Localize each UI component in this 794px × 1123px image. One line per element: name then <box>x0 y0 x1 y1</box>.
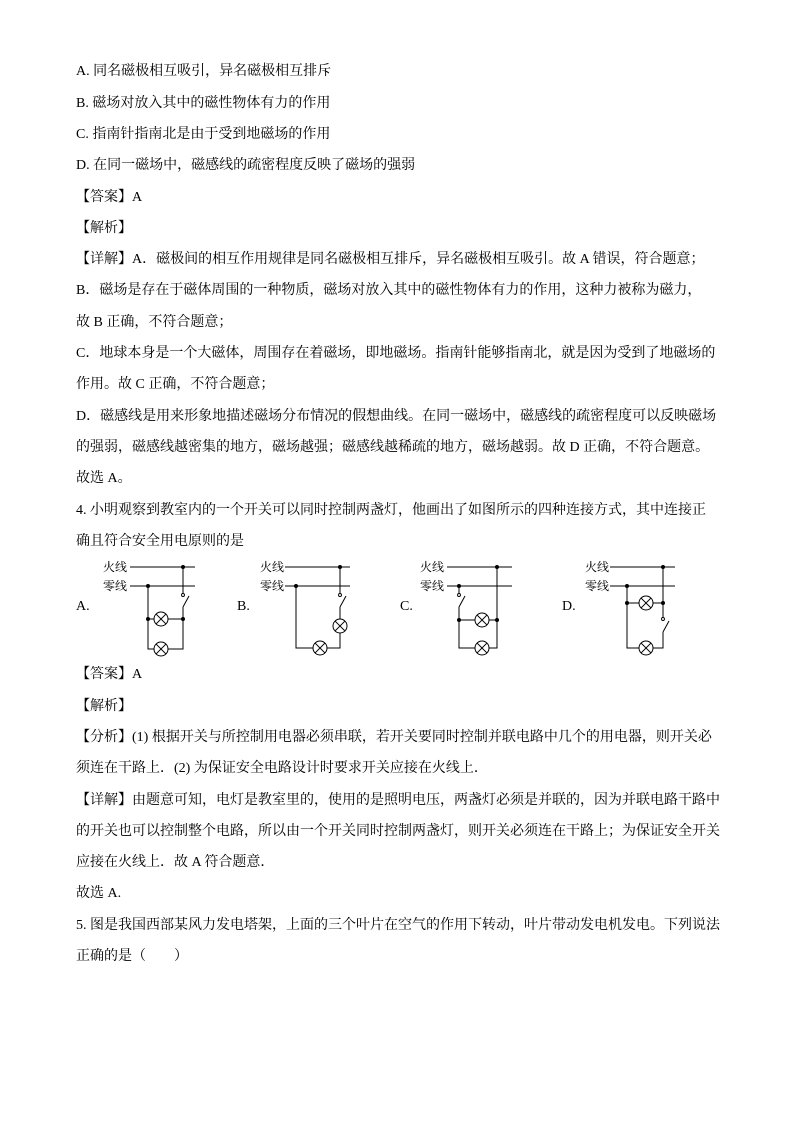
analysis-heading: 【解析】 <box>76 698 132 714</box>
junction-dot <box>495 565 499 569</box>
analysis-line: 须连在干路上．(2) 为保证安全电路设计时要求开关应接在火线上． <box>76 761 488 777</box>
analysis-line: 【分析】(1) 根据开关与所控制用电器必须串联，若开关要同时控制并联电路中几个的用电器，则开关必 <box>76 729 712 745</box>
circuit-wires <box>296 567 340 648</box>
explanation-line: 作用。故 C 正确，不符合题意； <box>76 377 275 393</box>
neutral-wire-label: 零线 <box>103 579 128 593</box>
detail-line: 的开关也可以控制整个电路，所以由一个开关同时控制两盏灯，则开关必须连在干路上；为保证安全开关 <box>76 823 720 839</box>
explanation-line: D．磁感线是用来形象地描述磁场分布情况的假想曲线。在同一磁场中，磁感线的疏密程度可以反映磁场 <box>76 408 717 424</box>
option-a: A. 同名磁极相互吸引，异名磁极相互排斥 <box>76 64 332 80</box>
explanation-line: B．磁场是存在于磁体周围的一种物质，磁场对放入其中的磁性物体有力的作用，这种力被称为磁力， <box>76 283 702 299</box>
neutral-wire-label: 零线 <box>420 579 445 593</box>
question-3-block <box>76 56 736 557</box>
junction-dot <box>181 617 185 621</box>
circuit-wires <box>459 567 497 648</box>
option-d: D. 在同一磁场中，磁感线的疏密程度反映了磁场的强弱 <box>76 158 416 174</box>
junction-dot <box>457 584 461 588</box>
neutral-wire-label: 零线 <box>585 579 610 593</box>
live-wire-label: 火线 <box>260 560 285 574</box>
junction-dot <box>338 565 342 569</box>
junction-dot <box>146 584 150 588</box>
question-4-stem: 4. 小明观察到教室内的一个开关可以同时控制两盏灯，他画出了如图所示的四种连接方式，其中连接正 <box>76 502 706 518</box>
question-5-stem: 正确的是（ ） <box>76 949 188 965</box>
junction-dot <box>181 565 185 569</box>
question-4-stem: 确且符合安全用电原则的是 <box>76 533 244 549</box>
junction-dot <box>661 601 665 605</box>
option-c: C. 指南针指南北是由于受到地磁场的作用 <box>76 126 331 142</box>
explanation-line: 的强弱，磁感线越密集的地方，磁场越强；磁感线越稀疏的地方，磁场越弱。故 D 正确，不符合题意。 <box>76 439 710 455</box>
circuit-diagram-b <box>260 559 350 655</box>
lamp-icon <box>475 641 489 655</box>
analysis-heading: 【解析】 <box>76 220 132 236</box>
circuit-diagram-c <box>420 559 512 655</box>
lamp-icon <box>313 641 327 655</box>
neutral-wire-label: 零线 <box>260 579 285 593</box>
junction-dot <box>457 618 461 622</box>
conclusion-line: 故选 A。 <box>76 471 132 487</box>
question-5-stem: 5. 图是我国西部某风力发电塔架，上面的三个叶片在空气的作用下转动，叶片带动发电机发电。下列说法 <box>76 917 720 933</box>
switch-icon <box>458 594 466 608</box>
diagram-option-d-label: D. <box>562 599 576 614</box>
switch-icon <box>182 594 190 608</box>
circuit-diagram-a <box>103 559 195 656</box>
circuit-diagram-d <box>585 559 675 655</box>
diagram-option-b-label: B. <box>237 599 250 614</box>
question-4-solution-block <box>76 659 736 972</box>
diagram-option-c-label: C. <box>400 599 413 614</box>
lamp-icon <box>333 619 347 633</box>
explanation-line: C．地球本身是一个大磁体，周围存在着磁场，即地磁场。指南针能够指南北，就是因为受到了地磁场的 <box>76 346 716 362</box>
option-b: B. 磁场对放入其中的磁性物体有力的作用 <box>76 95 331 111</box>
junction-dot <box>146 617 150 621</box>
explanation-line: 故 B 正确，不符合题意； <box>76 314 233 330</box>
lamp-icon <box>639 641 653 655</box>
lamp-icon <box>475 613 489 627</box>
junction-dot <box>495 618 499 622</box>
answer-label: 【答案】A <box>76 189 143 205</box>
live-wire-label: 火线 <box>103 560 128 574</box>
answer-label: 【答案】A <box>76 667 143 683</box>
switch-icon <box>662 618 670 633</box>
circuit-diagrams <box>0 550 794 665</box>
conclusion-line: 故选 A. <box>76 886 122 902</box>
switch-icon <box>339 594 347 608</box>
junction-dot <box>625 584 629 588</box>
detail-line: 应接在火线上．故 A 符合题意． <box>76 855 275 871</box>
diagram-option-a-label: A. <box>76 599 90 614</box>
lamp-icon <box>639 596 653 610</box>
junction-dot <box>625 601 629 605</box>
detail-line: 【详解】由题意可知，电灯是教室里的，使用的是照明电压，两盏灯必须是并联的，因为并联电路干路中 <box>76 792 720 808</box>
live-wire-label: 火线 <box>420 560 445 574</box>
junction-dot <box>661 565 665 569</box>
junction-dot <box>294 584 298 588</box>
explanation-line: 【详解】A．磁极间的相互作用规律是同名磁极相互排斥，异名磁极相互吸引。故 A 错误，符合题意； <box>76 252 705 268</box>
circuit-wires <box>148 567 183 649</box>
lamp-icon <box>154 612 168 626</box>
lamp-icon <box>154 642 168 656</box>
live-wire-label: 火线 <box>585 560 610 574</box>
